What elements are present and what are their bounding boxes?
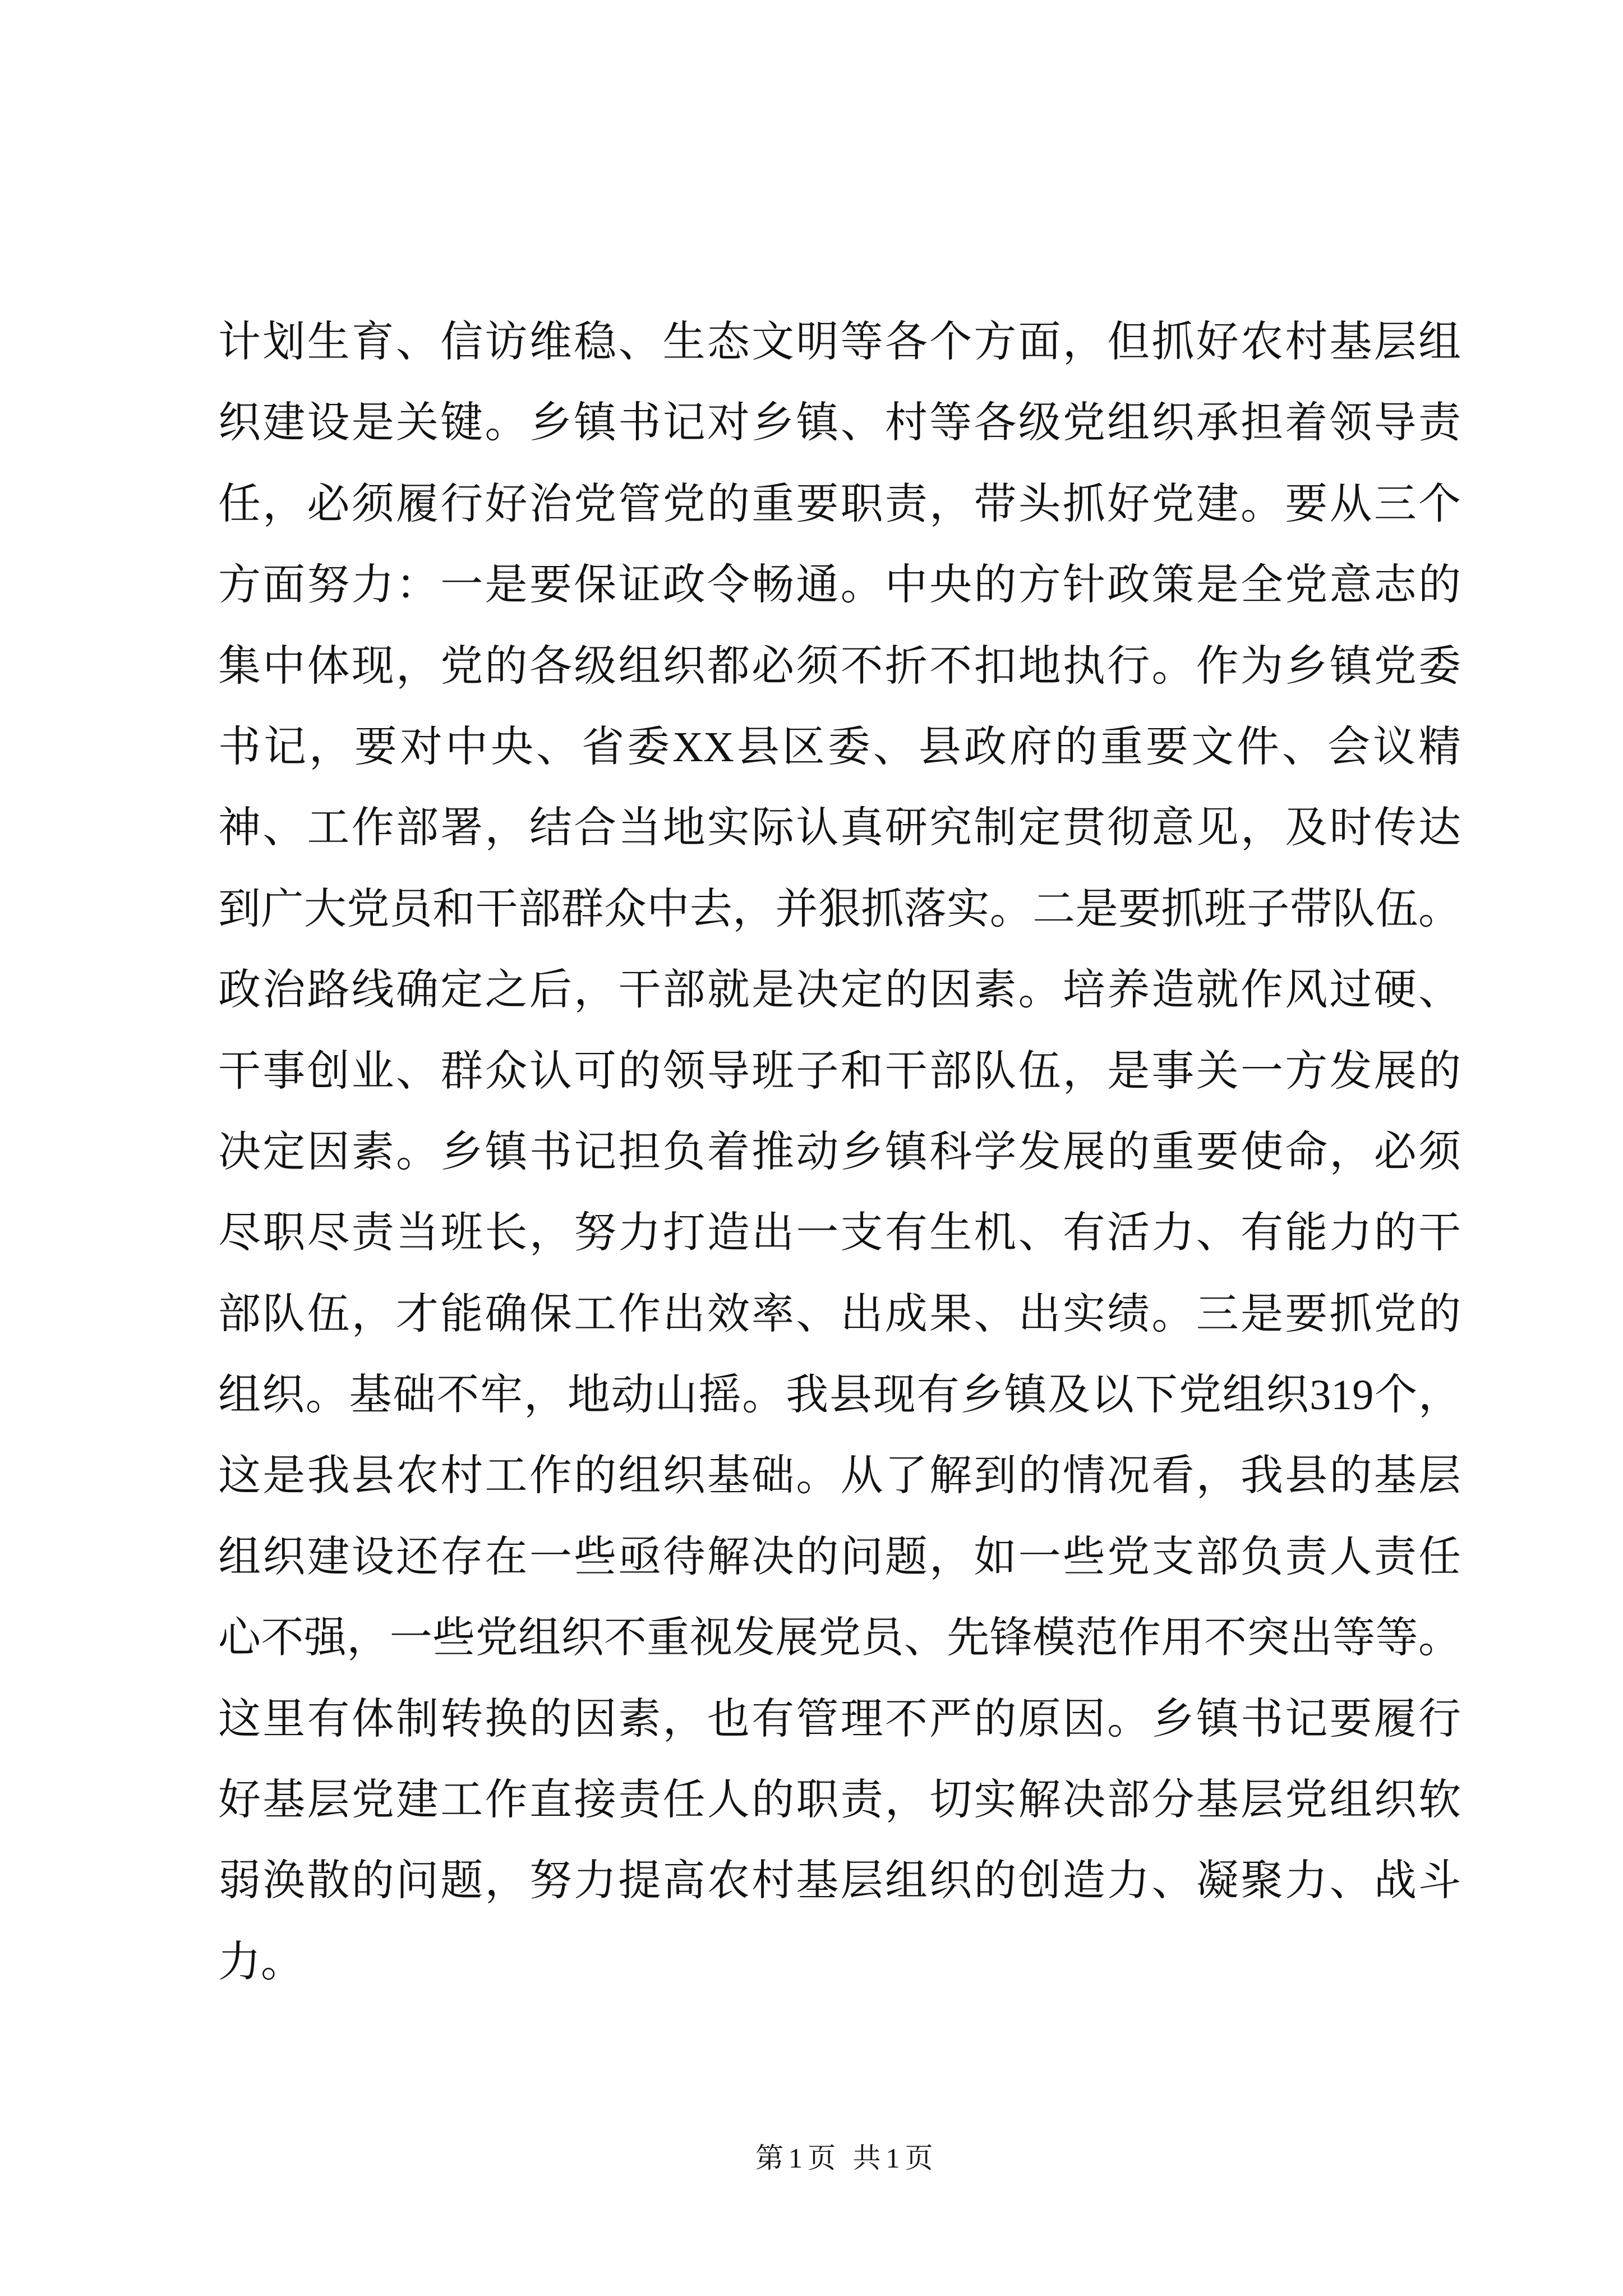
- text-line: 织建设是关键。乡镇书记对乡镇、村等各级党组织承担着领导责: [218, 399, 1461, 447]
- text-line: 尽职尽责当班长，努力打造出一支有生机、有活力、有能力的干: [218, 1209, 1461, 1257]
- page-number-footer: 第1页 共1页: [755, 2142, 938, 2174]
- text-line: 组织建设还存在一些亟待解决的问题，如一些党支部负责人责任: [218, 1533, 1461, 1581]
- text-line: 干事创业、群众认可的领导班子和干部队伍，是事关一方发展的: [218, 1047, 1461, 1095]
- text-line: 决定因素。乡镇书记担负着推动乡镇科学发展的重要使命，必须: [218, 1128, 1461, 1176]
- text-line: 方面努力：一是要保证政令畅通。中央的方针政策是全党意志的: [218, 562, 1461, 609]
- text-line: 书记，要对中央、省委XX县区委、县政府的重要文件、会议精: [218, 723, 1461, 771]
- text-line: 到广大党员和干部群众中去，并狠抓落实。二是要抓班子带队伍。: [218, 885, 1461, 933]
- text-line: 力。: [218, 1938, 303, 1986]
- body-text: [218, 302, 1461, 2003]
- text-line: 部队伍，才能确保工作出效率、出成果、出实绩。三是要抓党的: [218, 1290, 1461, 1338]
- text-line: 心不强，一些党组织不重视发展党员、先锋模范作用不突出等等。: [218, 1614, 1461, 1662]
- text-line: 任，必须履行好治党管党的重要职责，带头抓好党建。要从三个: [218, 480, 1461, 528]
- text-line: 组织。基础不牢，地动山摇。我县现有乡镇及以下党组织319个，: [218, 1372, 1461, 1419]
- text-line: 这是我县农村工作的组织基础。从了解到的情况看，我县的基层: [218, 1452, 1461, 1500]
- text-line: 好基层党建工作直接责任人的职责，切实解决部分基层党组织软: [218, 1777, 1461, 1824]
- text-line: 政治路线确定之后，干部就是决定的因素。培养造就作风过硬、: [218, 967, 1461, 1014]
- text-line: 计划生育、信访维稳、生态文明等各个方面，但抓好农村基层组: [218, 319, 1461, 366]
- text-line: 弱涣散的问题，努力提高农村基层组织的创造力、凝聚力、战斗: [218, 1857, 1461, 1905]
- text-line: 神、工作部署，结合当地实际认真研究制定贯彻意见，及时传达: [218, 804, 1461, 852]
- text-line: 这里有体制转换的因素，也有管理不严的原因。乡镇书记要履行: [218, 1695, 1461, 1743]
- text-line: 集中体现，党的各级组织都必须不折不扣地执行。作为乡镇党委: [218, 642, 1461, 690]
